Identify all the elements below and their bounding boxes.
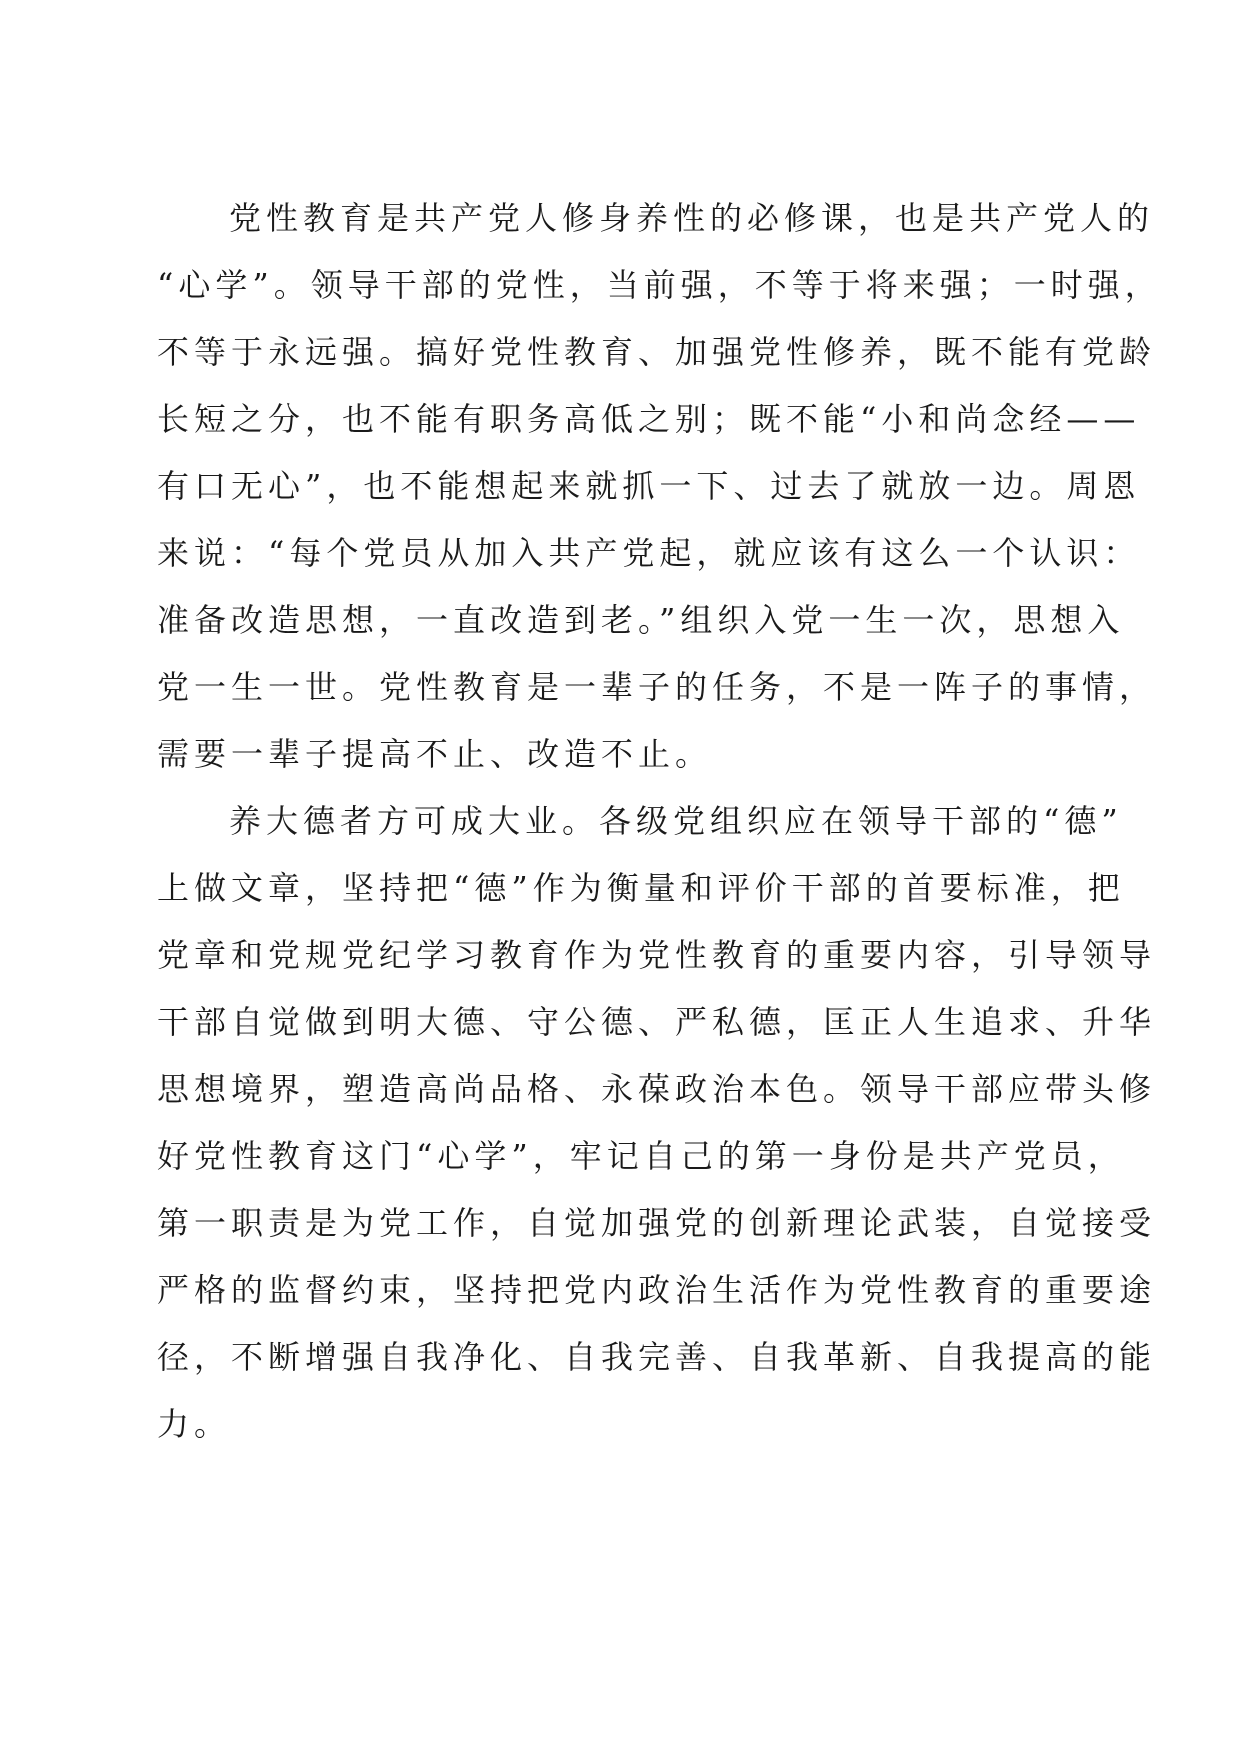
text-line: 党章和党规党纪学习教育作为党性教育的重要内容，引导领导 [157,936,1157,974]
text-line: 上做文章，坚持把“德”作为衡量和评价干部的首要标准，把 [157,869,1125,907]
text-line: 径，不断增强自我净化、自我完善、自我革新、自我提高的能 [157,1338,1157,1376]
text-line: 需要一辈子提高不止、改造不止。 [157,735,713,773]
document-body [157,185,1162,1458]
text-line: 来说：“每个党员从加入共产党起，就应该有这么一个认识： [157,534,1141,572]
text-line: “心学”。领导干部的党性，当前强，不等于将来强；一时强， [157,266,1162,304]
text-line: 思想境界，塑造高尚品格、永葆政治本色。领导干部应带头修 [157,1070,1157,1108]
text-line: 干部自觉做到明大德、守公德、严私德，匡正人生追求、升华 [157,1003,1157,1041]
text-line: 党性教育是共产党人修身养性的必修课，也是共产党人的 [229,199,1155,237]
text-line: 养大德者方可成大业。各级党组织应在领导干部的“德” [229,802,1123,840]
text-line: 有口无心”，也不能想起来就抓一下、过去了就放一边。周恩 [157,467,1141,505]
text-line: 准备改造思想，一直改造到老。”组织入党一生一次，思想入 [157,601,1125,639]
text-line: 党一生一世。党性教育是一辈子的任务，不是一阵子的事情， [157,668,1157,706]
text-line: 严格的监督约束，坚持把党内政治生活作为党性教育的重要途 [157,1271,1157,1309]
paragraph-1 [157,185,1162,788]
text-line: 长短之分，也不能有职务高低之别；既不能“小和尚念经—— [157,400,1141,438]
text-line: 不等于永远强。搞好党性教育、加强党性修养，既不能有党龄 [157,333,1157,371]
text-line: 力。 [157,1405,232,1443]
paragraph-2 [157,788,1157,1458]
text-line: 好党性教育这门“心学”，牢记自己的第一身份是共产党员， [157,1137,1125,1175]
text-line: 第一职责是为党工作，自觉加强党的创新理论武装，自觉接受 [157,1204,1157,1242]
